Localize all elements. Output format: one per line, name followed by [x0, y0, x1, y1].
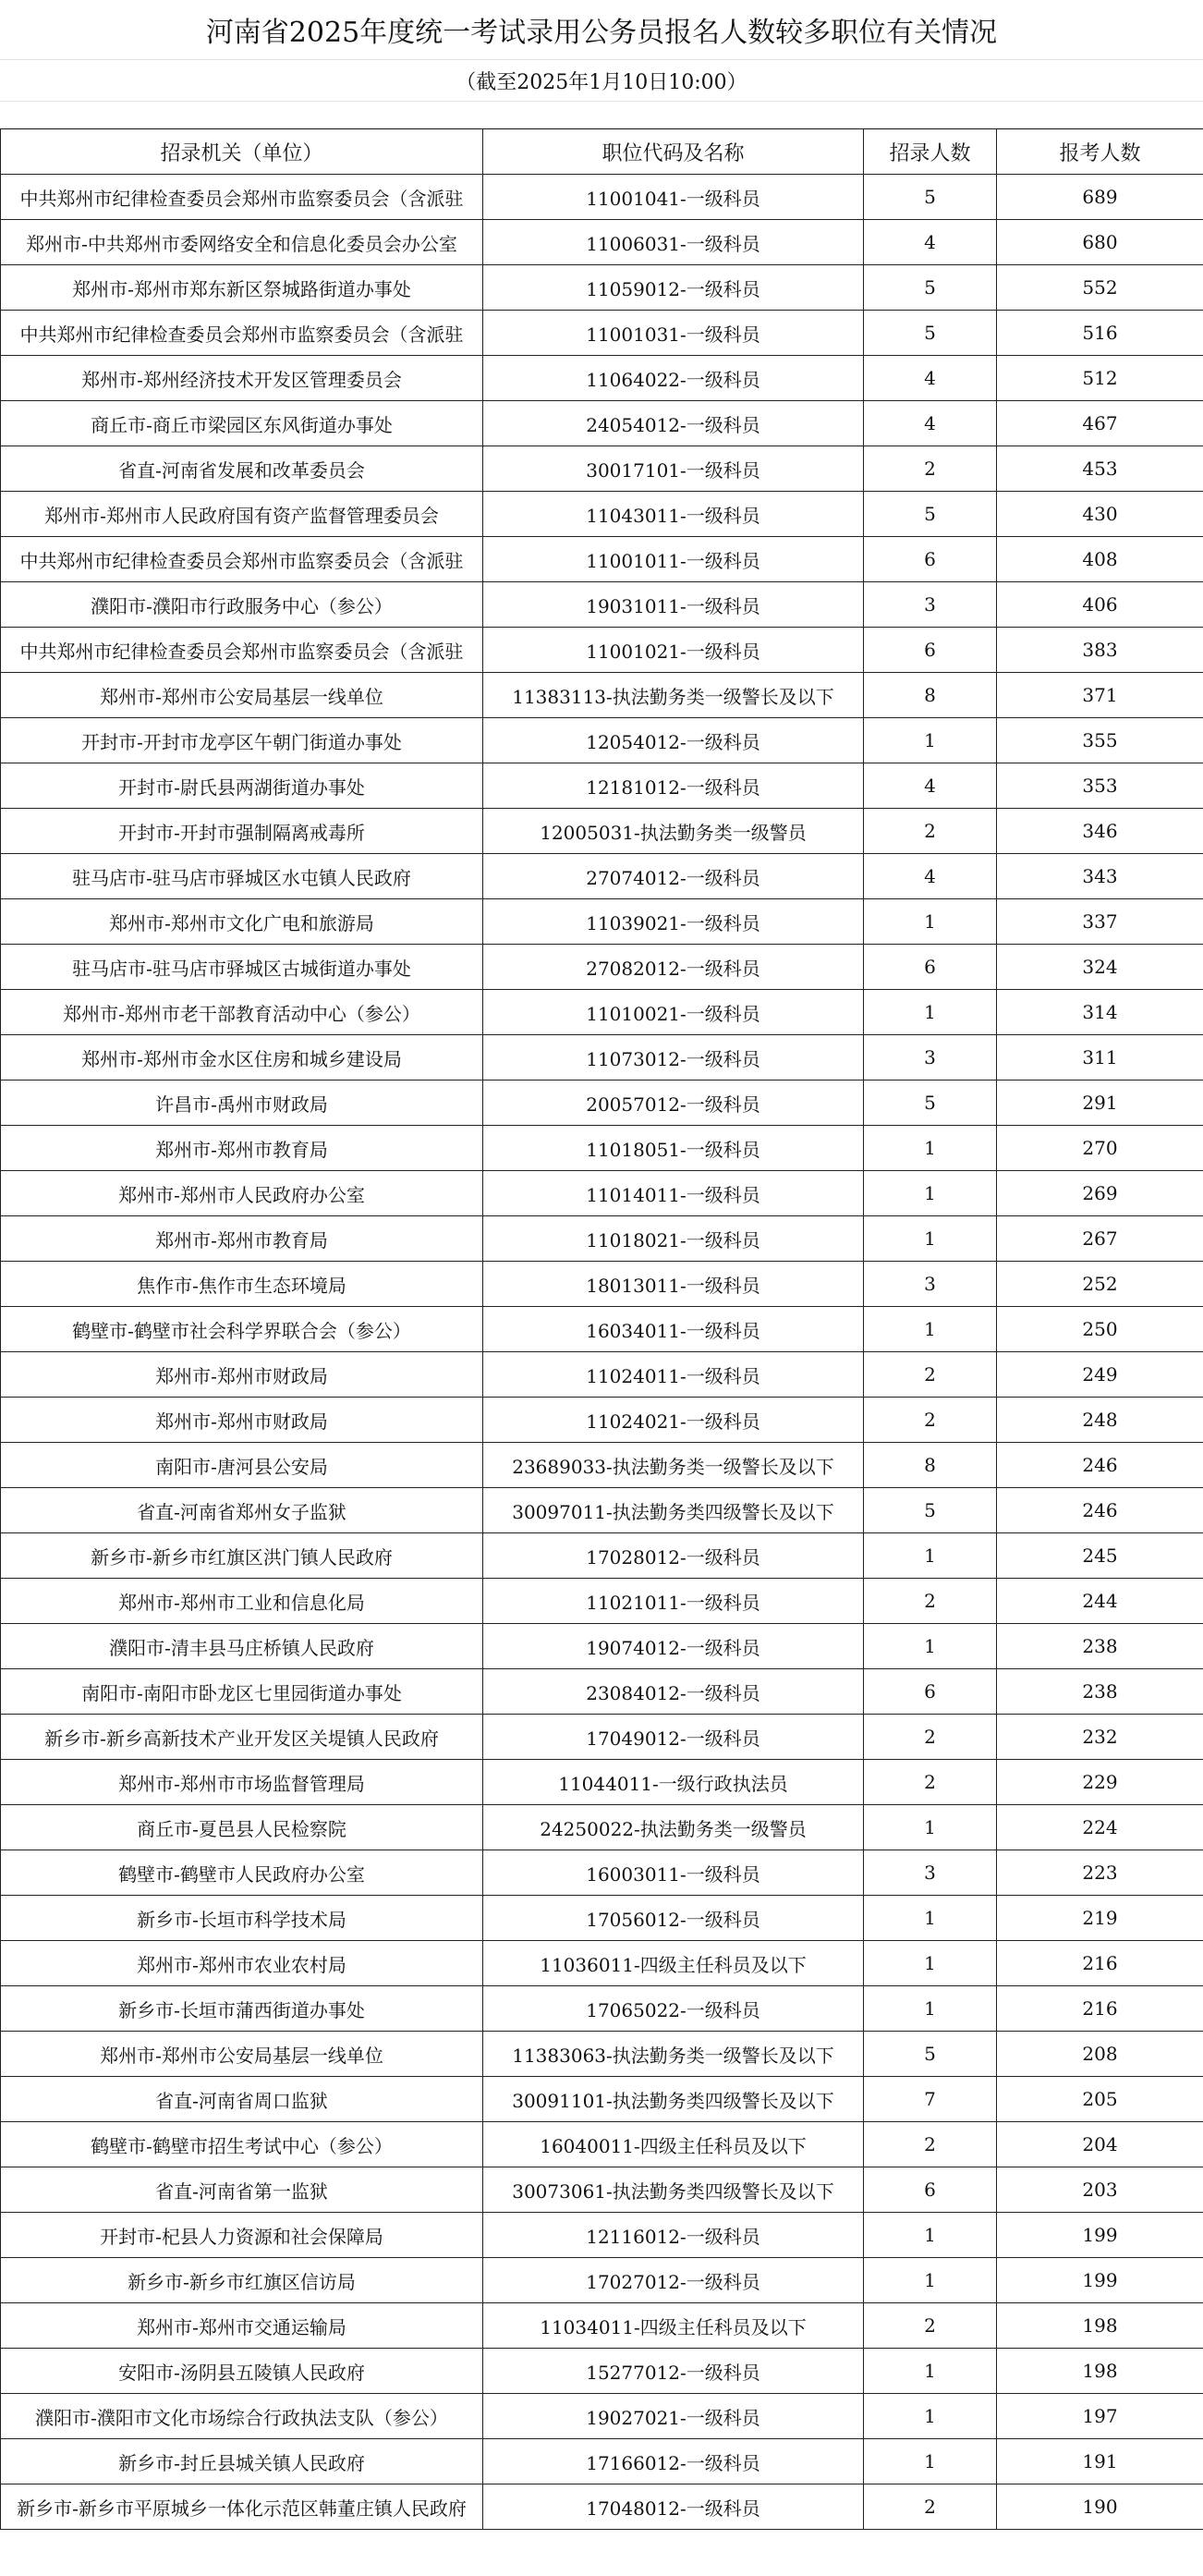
cell-applicants: 191: [997, 2439, 1203, 2484]
cell-position-code-name: 24054012-一级科员: [483, 401, 864, 446]
cell-applicants: 197: [997, 2394, 1203, 2439]
cell-position-code-name: 11044011-一级行政执法员: [483, 1760, 864, 1805]
cell-applicants: 246: [997, 1488, 1203, 1533]
cell-quota: 2: [864, 2303, 997, 2349]
table-row: [1, 899, 1203, 945]
cell-applicants: 512: [997, 356, 1203, 401]
cell-applicants: 371: [997, 673, 1203, 718]
cell-applicants: 270: [997, 1126, 1203, 1171]
cell-recruiting-unit: 郑州市-郑州市工业和信息化局: [1, 1579, 483, 1624]
cell-applicants: 430: [997, 492, 1203, 537]
cell-recruiting-unit: 中共郑州市纪律检查委员会郑州市监察委员会（含派驻: [1, 175, 483, 220]
table-row: [1, 1941, 1203, 1986]
table-row: [1, 1624, 1203, 1669]
cell-position-code-name: 20057012-一级科员: [483, 1080, 864, 1126]
cell-applicants: 248: [997, 1398, 1203, 1443]
table-row: [1, 1443, 1203, 1488]
cell-position-code-name: 17065022-一级科员: [483, 1986, 864, 2032]
cell-applicants: 199: [997, 2213, 1203, 2258]
cell-recruiting-unit: 郑州市-中共郑州市委网络安全和信息化委员会办公室: [1, 220, 483, 265]
table-row: [1, 763, 1203, 809]
cell-position-code-name: 11001021-一级科员: [483, 628, 864, 673]
table-row: [1, 1488, 1203, 1533]
cell-recruiting-unit: 鹤壁市-鹤壁市招生考试中心（参公）: [1, 2122, 483, 2167]
cell-position-code-name: 11036011-四级主任科员及以下: [483, 1941, 864, 1986]
table-row: [1, 2394, 1203, 2439]
cell-position-code-name: 11001031-一级科员: [483, 311, 864, 356]
cell-recruiting-unit: 濮阳市-清丰县马庄桥镇人民政府: [1, 1624, 483, 1669]
cell-applicants: 198: [997, 2349, 1203, 2394]
cell-quota: 2: [864, 1760, 997, 1805]
cell-recruiting-unit: 郑州市-郑州市公安局基层一线单位: [1, 2032, 483, 2077]
cell-quota: 1: [864, 2349, 997, 2394]
cell-position-code-name: 17028012-一级科员: [483, 1533, 864, 1579]
cell-position-code-name: 12116012-一级科员: [483, 2213, 864, 2258]
cell-position-code-name: 11059012-一级科员: [483, 265, 864, 311]
blank-row: [0, 102, 1203, 128]
table-row: [1, 1805, 1203, 1850]
cell-position-code-name: 17056012-一级科员: [483, 1896, 864, 1941]
cell-quota: 1: [864, 990, 997, 1035]
cell-applicants: 269: [997, 1171, 1203, 1216]
cell-recruiting-unit: 南阳市-唐河县公安局: [1, 1443, 483, 1488]
cell-position-code-name: 23084012-一级科员: [483, 1669, 864, 1715]
cell-position-code-name: 30091101-执法勤务类四级警长及以下: [483, 2077, 864, 2122]
cell-quota: 4: [864, 401, 997, 446]
cell-quota: 5: [864, 2032, 997, 2077]
cell-recruiting-unit: 郑州市-郑州市公安局基层一线单位: [1, 673, 483, 718]
cell-recruiting-unit: 驻马店市-驻马店市驿城区古城街道办事处: [1, 945, 483, 990]
table-row: [1, 356, 1203, 401]
cell-position-code-name: 17049012-一级科员: [483, 1715, 864, 1760]
cell-position-code-name: 11034011-四级主任科员及以下: [483, 2303, 864, 2349]
cell-quota: 1: [864, 1941, 997, 1986]
cell-quota: 5: [864, 265, 997, 311]
cell-recruiting-unit: 新乡市-封丘县城关镇人民政府: [1, 2439, 483, 2484]
cell-quota: 1: [864, 2258, 997, 2303]
cell-recruiting-unit: 新乡市-新乡市红旗区信访局: [1, 2258, 483, 2303]
cell-position-code-name: 12054012-一级科员: [483, 718, 864, 763]
table-row: [1, 446, 1203, 492]
table-row: [1, 1398, 1203, 1443]
cell-position-code-name: 11039021-一级科员: [483, 899, 864, 945]
cell-position-code-name: 11001041-一级科员: [483, 175, 864, 220]
header-position-code-name: 职位代码及名称: [483, 129, 864, 175]
cell-recruiting-unit: 省直-河南省周口监狱: [1, 2077, 483, 2122]
cell-recruiting-unit: 开封市-开封市强制隔离戒毒所: [1, 809, 483, 854]
cell-applicants: 337: [997, 899, 1203, 945]
cell-recruiting-unit: 郑州市-郑州市老干部教育活动中心（参公）: [1, 990, 483, 1035]
table-row: [1, 537, 1203, 582]
table-row: [1, 1533, 1203, 1579]
cell-applicants: 324: [997, 945, 1203, 990]
cell-quota: 1: [864, 1533, 997, 1579]
cell-position-code-name: 16003011-一级科员: [483, 1850, 864, 1896]
cell-quota: 1: [864, 718, 997, 763]
page-title: 河南省2025年度统一考试录用公务员报名人数较多职位有关情况: [0, 0, 1203, 60]
table-body: [1, 175, 1203, 2530]
cell-quota: 4: [864, 356, 997, 401]
cell-recruiting-unit: 郑州市-郑州市人民政府办公室: [1, 1171, 483, 1216]
table-row: [1, 990, 1203, 1035]
cell-applicants: 216: [997, 1941, 1203, 1986]
cell-position-code-name: 23689033-执法勤务类一级警长及以下: [483, 1443, 864, 1488]
table-row: [1, 1352, 1203, 1398]
cell-quota: 1: [864, 1171, 997, 1216]
cell-recruiting-unit: 省直-河南省第一监狱: [1, 2167, 483, 2213]
cell-applicants: 408: [997, 537, 1203, 582]
cell-applicants: 203: [997, 2167, 1203, 2213]
cell-position-code-name: 11064022-一级科员: [483, 356, 864, 401]
cell-position-code-name: 11073012-一级科员: [483, 1035, 864, 1080]
cell-quota: 6: [864, 628, 997, 673]
cell-position-code-name: 11024011-一级科员: [483, 1352, 864, 1398]
cell-recruiting-unit: 驻马店市-驻马店市驿城区水屯镇人民政府: [1, 854, 483, 899]
cell-recruiting-unit: 濮阳市-濮阳市文化市场综合行政执法支队（参公）: [1, 2394, 483, 2439]
header-quota: 招录人数: [864, 129, 997, 175]
header-applicants: 报考人数: [997, 129, 1203, 175]
table-row: [1, 492, 1203, 537]
cell-applicants: 680: [997, 220, 1203, 265]
table-row: [1, 1216, 1203, 1262]
page-subtitle: （截至2025年1月10日10:00）: [0, 60, 1203, 102]
cell-recruiting-unit: 郑州市-郑州市文化广电和旅游局: [1, 899, 483, 945]
cell-quota: 7: [864, 2077, 997, 2122]
table-row: [1, 2213, 1203, 2258]
cell-applicants: 229: [997, 1760, 1203, 1805]
cell-position-code-name: 11383113-执法勤务类一级警长及以下: [483, 673, 864, 718]
cell-quota: 1: [864, 2213, 997, 2258]
cell-applicants: 199: [997, 2258, 1203, 2303]
cell-applicants: 250: [997, 1307, 1203, 1352]
cell-applicants: 204: [997, 2122, 1203, 2167]
cell-applicants: 552: [997, 265, 1203, 311]
cell-applicants: 314: [997, 990, 1203, 1035]
cell-recruiting-unit: 省直-河南省郑州女子监狱: [1, 1488, 483, 1533]
cell-recruiting-unit: 南阳市-南阳市卧龙区七里园街道办事处: [1, 1669, 483, 1715]
table-row: [1, 1760, 1203, 1805]
cell-applicants: 245: [997, 1533, 1203, 1579]
cell-quota: 5: [864, 492, 997, 537]
table-row: [1, 2484, 1203, 2530]
cell-applicants: 246: [997, 1443, 1203, 1488]
table-row: [1, 1035, 1203, 1080]
cell-recruiting-unit: 商丘市-夏邑县人民检察院: [1, 1805, 483, 1850]
cell-recruiting-unit: 许昌市-禹州市财政局: [1, 1080, 483, 1126]
table-row: [1, 2032, 1203, 2077]
cell-position-code-name: 11010021-一级科员: [483, 990, 864, 1035]
cell-quota: 1: [864, 1986, 997, 2032]
cell-position-code-name: 19074012-一级科员: [483, 1624, 864, 1669]
cell-quota: 4: [864, 763, 997, 809]
cell-quota: 2: [864, 2484, 997, 2530]
cell-recruiting-unit: 郑州市-郑州市郑东新区祭城路街道办事处: [1, 265, 483, 311]
cell-applicants: 383: [997, 628, 1203, 673]
cell-recruiting-unit: 郑州市-郑州市农业农村局: [1, 1941, 483, 1986]
cell-position-code-name: 11018051-一级科员: [483, 1126, 864, 1171]
table-row: [1, 1669, 1203, 1715]
cell-position-code-name: 17048012-一级科员: [483, 2484, 864, 2530]
cell-quota: 2: [864, 446, 997, 492]
cell-quota: 2: [864, 2122, 997, 2167]
cell-recruiting-unit: 新乡市-长垣市蒲西街道办事处: [1, 1986, 483, 2032]
cell-applicants: 208: [997, 2032, 1203, 2077]
table-row: [1, 718, 1203, 763]
table-row: [1, 1579, 1203, 1624]
cell-position-code-name: 27082012-一级科员: [483, 945, 864, 990]
cell-position-code-name: 11006031-一级科员: [483, 220, 864, 265]
cell-quota: 2: [864, 1352, 997, 1398]
table-row: [1, 628, 1203, 673]
table-row: [1, 1850, 1203, 1896]
cell-recruiting-unit: 开封市-尉氏县两湖街道办事处: [1, 763, 483, 809]
positions-table: [0, 128, 1203, 2530]
cell-quota: 6: [864, 1669, 997, 1715]
table-row: [1, 945, 1203, 990]
cell-applicants: 238: [997, 1624, 1203, 1669]
cell-position-code-name: 17027012-一级科员: [483, 2258, 864, 2303]
cell-quota: 4: [864, 220, 997, 265]
table-row: [1, 1262, 1203, 1307]
table-row: [1, 2349, 1203, 2394]
cell-position-code-name: 30097011-执法勤务类四级警长及以下: [483, 1488, 864, 1533]
cell-position-code-name: 30017101-一级科员: [483, 446, 864, 492]
cell-applicants: 689: [997, 175, 1203, 220]
cell-recruiting-unit: 郑州市-郑州市财政局: [1, 1352, 483, 1398]
cell-recruiting-unit: 濮阳市-濮阳市行政服务中心（参公）: [1, 582, 483, 628]
cell-quota: 3: [864, 582, 997, 628]
table-row: [1, 1896, 1203, 1941]
cell-applicants: 190: [997, 2484, 1203, 2530]
cell-position-code-name: 19031011-一级科员: [483, 582, 864, 628]
cell-recruiting-unit: 新乡市-新乡市平原城乡一体化示范区韩董庄镇人民政府: [1, 2484, 483, 2530]
cell-quota: 1: [864, 1126, 997, 1171]
table-row: [1, 809, 1203, 854]
cell-recruiting-unit: 郑州市-郑州市金水区住房和城乡建设局: [1, 1035, 483, 1080]
cell-position-code-name: 18013011-一级科员: [483, 1262, 864, 1307]
cell-recruiting-unit: 商丘市-商丘市梁园区东风街道办事处: [1, 401, 483, 446]
cell-quota: 1: [864, 1896, 997, 1941]
table-row: [1, 1080, 1203, 1126]
table-row: [1, 673, 1203, 718]
cell-position-code-name: 19027021-一级科员: [483, 2394, 864, 2439]
table-header-row: [1, 129, 1203, 175]
cell-recruiting-unit: 中共郑州市纪律检查委员会郑州市监察委员会（含派驻: [1, 628, 483, 673]
cell-recruiting-unit: 郑州市-郑州市财政局: [1, 1398, 483, 1443]
cell-recruiting-unit: 郑州市-郑州经济技术开发区管理委员会: [1, 356, 483, 401]
cell-quota: 2: [864, 1579, 997, 1624]
cell-recruiting-unit: 鹤壁市-鹤壁市人民政府办公室: [1, 1850, 483, 1896]
cell-applicants: 244: [997, 1579, 1203, 1624]
cell-applicants: 406: [997, 582, 1203, 628]
cell-quota: 1: [864, 1307, 997, 1352]
cell-applicants: 353: [997, 763, 1203, 809]
cell-position-code-name: 16034011-一级科员: [483, 1307, 864, 1352]
cell-recruiting-unit: 省直-河南省发展和改革委员会: [1, 446, 483, 492]
cell-applicants: 267: [997, 1216, 1203, 1262]
cell-position-code-name: 11001011-一级科员: [483, 537, 864, 582]
cell-quota: 1: [864, 2394, 997, 2439]
table-row: [1, 175, 1203, 220]
cell-quota: 1: [864, 899, 997, 945]
cell-position-code-name: 17166012-一级科员: [483, 2439, 864, 2484]
cell-applicants: 467: [997, 401, 1203, 446]
cell-applicants: 343: [997, 854, 1203, 899]
table-row: [1, 854, 1203, 899]
table-row: [1, 2077, 1203, 2122]
cell-position-code-name: 12181012-一级科员: [483, 763, 864, 809]
cell-applicants: 198: [997, 2303, 1203, 2349]
cell-quota: 6: [864, 537, 997, 582]
cell-position-code-name: 11021011-一级科员: [483, 1579, 864, 1624]
table-row: [1, 265, 1203, 311]
cell-applicants: 219: [997, 1896, 1203, 1941]
cell-position-code-name: 16040011-四级主任科员及以下: [483, 2122, 864, 2167]
cell-quota: 1: [864, 1805, 997, 1850]
cell-recruiting-unit: 郑州市-郑州市人民政府国有资产监督管理委员会: [1, 492, 483, 537]
table-row: [1, 2303, 1203, 2349]
cell-applicants: 291: [997, 1080, 1203, 1126]
cell-applicants: 224: [997, 1805, 1203, 1850]
cell-quota: 4: [864, 854, 997, 899]
cell-quota: 5: [864, 175, 997, 220]
cell-quota: 3: [864, 1850, 997, 1896]
cell-quota: 6: [864, 945, 997, 990]
cell-position-code-name: 11014011-一级科员: [483, 1171, 864, 1216]
cell-position-code-name: 15277012-一级科员: [483, 2349, 864, 2394]
cell-applicants: 249: [997, 1352, 1203, 1398]
table-row: [1, 1171, 1203, 1216]
cell-recruiting-unit: 新乡市-新乡高新技术产业开发区关堤镇人民政府: [1, 1715, 483, 1760]
cell-applicants: 223: [997, 1850, 1203, 1896]
cell-applicants: 453: [997, 446, 1203, 492]
cell-quota: 6: [864, 2167, 997, 2213]
cell-quota: 5: [864, 1488, 997, 1533]
table-row: [1, 2439, 1203, 2484]
cell-quota: 1: [864, 1624, 997, 1669]
table-row: [1, 2167, 1203, 2213]
cell-recruiting-unit: 开封市-开封市龙亭区午朝门街道办事处: [1, 718, 483, 763]
cell-applicants: 252: [997, 1262, 1203, 1307]
cell-position-code-name: 11043011-一级科员: [483, 492, 864, 537]
cell-applicants: 216: [997, 1986, 1203, 2032]
cell-quota: 1: [864, 2439, 997, 2484]
cell-applicants: 346: [997, 809, 1203, 854]
header-recruiting-unit: 招录机关（单位）: [1, 129, 483, 175]
table-row: [1, 401, 1203, 446]
table-row: [1, 311, 1203, 356]
cell-applicants: 205: [997, 2077, 1203, 2122]
cell-quota: 3: [864, 1262, 997, 1307]
cell-quota: 8: [864, 1443, 997, 1488]
cell-quota: 3: [864, 1035, 997, 1080]
cell-quota: 8: [864, 673, 997, 718]
cell-position-code-name: 27074012-一级科员: [483, 854, 864, 899]
cell-recruiting-unit: 中共郑州市纪律检查委员会郑州市监察委员会（含派驻: [1, 537, 483, 582]
cell-position-code-name: 11024021-一级科员: [483, 1398, 864, 1443]
cell-position-code-name: 30073061-执法勤务类四级警长及以下: [483, 2167, 864, 2213]
table-row: [1, 1126, 1203, 1171]
cell-recruiting-unit: 郑州市-郑州市交通运输局: [1, 2303, 483, 2349]
cell-recruiting-unit: 中共郑州市纪律检查委员会郑州市监察委员会（含派驻: [1, 311, 483, 356]
cell-applicants: 238: [997, 1669, 1203, 1715]
table-row: [1, 1986, 1203, 2032]
cell-applicants: 311: [997, 1035, 1203, 1080]
cell-applicants: 355: [997, 718, 1203, 763]
cell-quota: 2: [864, 1398, 997, 1443]
cell-recruiting-unit: 郑州市-郑州市教育局: [1, 1126, 483, 1171]
table-row: [1, 2122, 1203, 2167]
cell-quota: 5: [864, 1080, 997, 1126]
cell-recruiting-unit: 鹤壁市-鹤壁市社会科学界联合会（参公）: [1, 1307, 483, 1352]
cell-applicants: 516: [997, 311, 1203, 356]
cell-position-code-name: 24250022-执法勤务类一级警员: [483, 1805, 864, 1850]
table-row: [1, 2258, 1203, 2303]
cell-quota: 2: [864, 809, 997, 854]
cell-position-code-name: 11383063-执法勤务类一级警长及以下: [483, 2032, 864, 2077]
table-row: [1, 220, 1203, 265]
cell-recruiting-unit: 新乡市-新乡市红旗区洪门镇人民政府: [1, 1533, 483, 1579]
cell-recruiting-unit: 焦作市-焦作市生态环境局: [1, 1262, 483, 1307]
table-row: [1, 582, 1203, 628]
cell-recruiting-unit: 新乡市-长垣市科学技术局: [1, 1896, 483, 1941]
cell-recruiting-unit: 开封市-杞县人力资源和社会保障局: [1, 2213, 483, 2258]
table-row: [1, 1715, 1203, 1760]
cell-quota: 1: [864, 1216, 997, 1262]
cell-recruiting-unit: 郑州市-郑州市市场监督管理局: [1, 1760, 483, 1805]
cell-recruiting-unit: 郑州市-郑州市教育局: [1, 1216, 483, 1262]
cell-applicants: 232: [997, 1715, 1203, 1760]
table-row: [1, 1307, 1203, 1352]
cell-quota: 2: [864, 1715, 997, 1760]
cell-position-code-name: 12005031-执法勤务类一级警员: [483, 809, 864, 854]
cell-recruiting-unit: 安阳市-汤阴县五陵镇人民政府: [1, 2349, 483, 2394]
cell-position-code-name: 11018021-一级科员: [483, 1216, 864, 1262]
cell-quota: 5: [864, 311, 997, 356]
